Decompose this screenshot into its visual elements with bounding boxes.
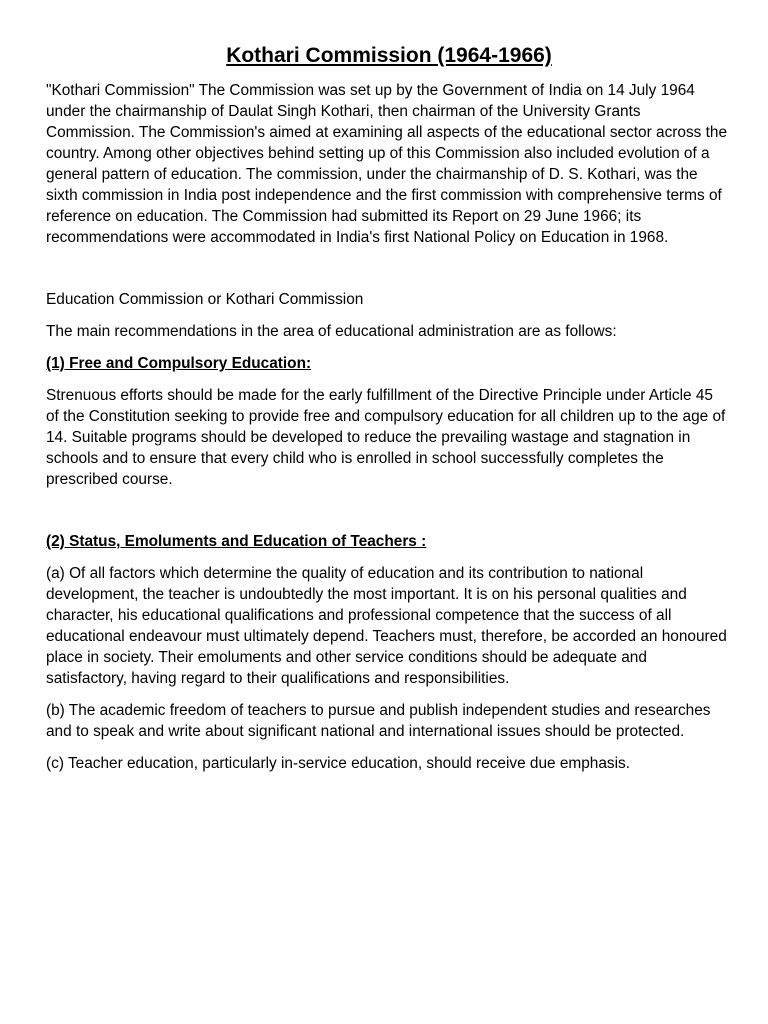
- section-1-heading: (1) Free and Compulsory Education:: [46, 355, 312, 372]
- section-2-item-c: (c) Teacher education, particularly in-service education, should receive due emphasis.: [46, 755, 631, 772]
- lead-text: The main recommendations in the area of educational administration are as follows:: [46, 323, 617, 340]
- section-2-item-a: (a) Of all factors which determine the quality of education and its contribution to national development, the teacher is undoubtedly the most important. It is on his personal qualities and character, his educational qualifications and professional competence that the success of all educational endeavour must ultimately depend. Teachers must, therefore, be accorded an honoured place in society. Their emoluments and other service conditions should be adequate and satisfactory, having regard to their qualifications and responsibilities.: [46, 565, 727, 687]
- subtitle-text: Education Commission or Kothari Commission: [46, 291, 364, 308]
- section-1-body: Strenuous efforts should be made for the early fulfillment of the Directive Principle under Article 45 of the Constitution seeking to provide free and compulsory education for all children up to the age of 14. Suitable programs should be developed to reduce the prevailing wastage and stagnation in schools and to ensure that every child who is enrolled in school successfully completes the prescribed course.: [46, 387, 726, 488]
- section-2-item-b: (b) The academic freedom of teachers to pursue and publish independent studies and researches and to speak and write about significant national and international issues should be protected.: [46, 702, 711, 740]
- section-2-heading: (2) Status, Emoluments and Education of Teachers :: [46, 533, 427, 550]
- intro-paragraph: "Kothari Commission" The Commission was set up by the Government of India on 14 July 1964 under the chairmanship of Daulat Singh Kothari, then chairman of the University Grants Commission. The Commission's aimed at examining all aspects of the educational sector across the country. Among other objectives behind setting up of this Commission also included evolution of a general pattern of education. The commission, under the chairmanship of D. S. Kothari, was the sixth commission in India post independence and the first commission with comprehensive terms of reference on education. The Commission had submitted its Report on 29 June 1966; its recommendations were accommodated in India's first National Policy on Education in 1968.: [46, 82, 728, 246]
- document-title: Kothari Commission (1964-1966): [226, 44, 552, 67]
